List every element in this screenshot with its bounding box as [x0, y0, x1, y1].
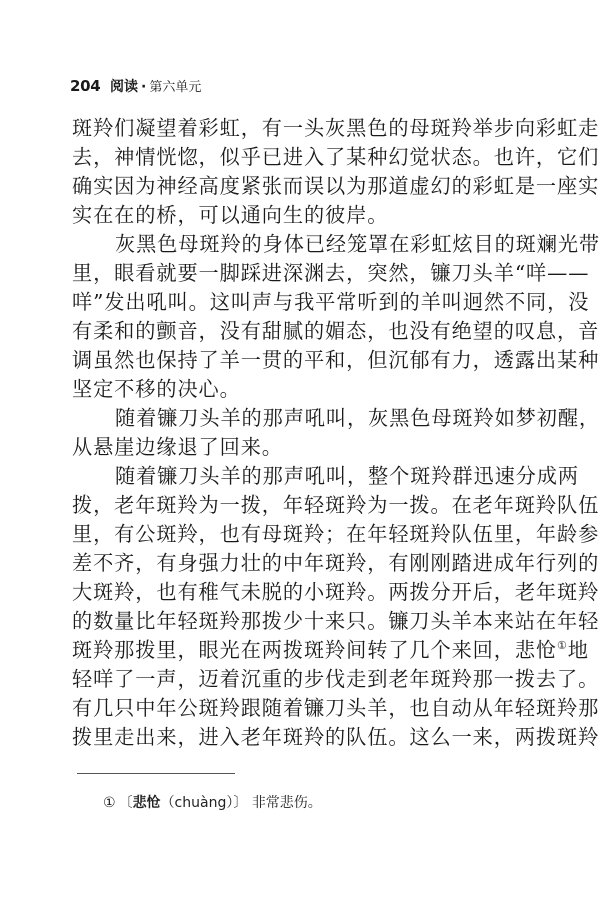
text-line: 拨里走出来，进入老年斑羚的队伍。这么一来，两拨斑羚 [72, 725, 600, 749]
text-line: 从悬崖边缘退了回来。 [72, 435, 283, 459]
text-segment: 地 [567, 638, 589, 662]
footnote [103, 792, 322, 814]
footnote-bracket-close: 〕 [233, 795, 248, 811]
text-line: 轻咩了一声，迈着沉重的步伐走到老年斑羚那一拨去了。 [72, 667, 600, 691]
paragraph [72, 230, 600, 404]
page-number: 204 [70, 77, 101, 95]
text-line: 差不齐，有身强力壮的中年斑羚，有刚刚踏进成年行列的 [72, 551, 600, 575]
text-line: 大斑羚，也有稚气未脱的小斑羚。两拨分开后，老年斑羚 [72, 580, 600, 604]
text-line-with-footnote [72, 636, 589, 665]
text-line: 有几只中年公斑羚跟随着镰刀头羊，也自动从年轻斑羚那 [72, 696, 600, 720]
paragraph [72, 462, 600, 752]
body-text [72, 114, 600, 752]
text-line: 咩”发出吼叫。这叫声与我平常听到的羊叫迥然不同，没 [72, 290, 590, 314]
footnote-definition: 非常悲伤。 [251, 795, 322, 811]
footnote-term: 悲怆 [132, 795, 161, 811]
text-segment: 斑羚那拨里，眼光在两拨斑羚间转了几个来回，悲怆 [72, 638, 558, 662]
footnote-bracket-open: 〔 [118, 795, 133, 811]
text-line: 坚定不移的决心。 [72, 377, 241, 401]
paragraph [72, 114, 600, 230]
text-line: 灰黑色母斑羚的身体已经笼罩在彩虹炫目的斑斓光带 [115, 232, 600, 256]
text-line: 的数量比年轻斑羚那拨少十来只。镰刀头羊本来站在年轻 [72, 609, 600, 633]
text-line: 去，神情恍惚，似乎已进入了某种幻觉状态。也许，它们 [72, 145, 600, 169]
text-line: 实在在的桥，可以通向生的彼岸。 [72, 203, 389, 227]
unit-title: 第六单元 [149, 80, 202, 95]
text-line: 随着镰刀头羊的那声吼叫，整个斑羚群迅速分成两 [115, 464, 579, 488]
text-line: 有柔和的颤音，没有甜腻的媚态，也没有绝望的叹息，音 [72, 319, 600, 343]
header-separator: · [141, 79, 147, 95]
section-title: 阅读 [110, 79, 138, 95]
text-line: 斑羚们凝望着彩虹，有一头灰黑色的母斑羚举步向彩虹走 [72, 116, 600, 140]
text-line: 拨，老年斑羚为一拨，年轻斑羚为一拨。在老年斑羚队伍 [72, 493, 600, 517]
paragraph [72, 404, 600, 462]
text-line: 确实因为神经高度紧张而误以为那道虚幻的彩虹是一座实 [72, 174, 600, 198]
text-line: 里，有公斑羚，也有母斑羚；在年轻斑羚队伍里，年龄参 [72, 522, 600, 546]
text-line: 调虽然也保持了羊一贯的平和，但沉郁有力，透露出某种 [72, 348, 600, 372]
footnote-reference[interactable]: ① [557, 639, 568, 652]
text-line: 里，眼看就要一脚踩进深渊去，突然，镰刀头羊“咩—— [72, 261, 590, 285]
footnote-marker: ① [103, 795, 116, 811]
footnote-divider [77, 773, 235, 774]
footnote-pinyin: （chuàng） [160, 795, 234, 811]
text-line: 随着镰刀头羊的那声吼叫，灰黑色母斑羚如梦初醒， [115, 406, 600, 430]
page-header [70, 76, 201, 96]
